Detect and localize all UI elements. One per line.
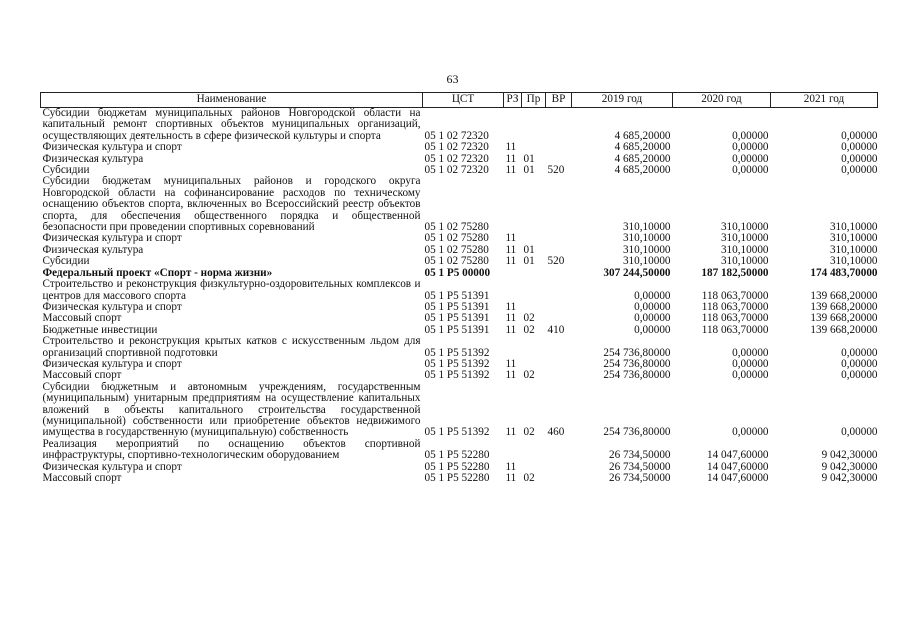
row-pr (522, 359, 546, 370)
row-name: Федеральный проект «Спорт - норма жизни» (42, 267, 273, 279)
row-2021: 9 042,30000 (821, 473, 878, 484)
row-name: Субсидии (42, 165, 90, 177)
row-2020: 310,10000 (720, 256, 769, 268)
row-vr (546, 176, 572, 233)
row-cst: 05 1 P5 52280 (424, 461, 490, 473)
row-cst: 05 1 P5 51391 (424, 301, 490, 313)
row-cst: 05 1 P5 51391 (424, 289, 490, 302)
row-rz: 11 (505, 142, 517, 154)
row-vr (546, 336, 572, 359)
row-name: Строительство и реконструкция физкультурно-оздоровительных комплексов и центров для массового спорта (42, 279, 421, 302)
header-name: Наименование (41, 93, 423, 108)
row-2021: 0,00000 (841, 165, 878, 177)
table-row (41, 473, 878, 484)
header-2021: 2021 год (771, 93, 878, 108)
row-pr (522, 108, 546, 143)
row-rz (504, 279, 522, 302)
row-rz: 11 (505, 313, 517, 325)
row-2020: 0,00000 (732, 129, 769, 142)
row-name: Массовый спорт (42, 473, 122, 484)
row-cst: 05 1 02 72320 (424, 153, 489, 165)
row-vr: 410 (547, 324, 565, 336)
table-header-row (41, 93, 878, 108)
table-row (41, 313, 878, 324)
row-pr (522, 439, 546, 462)
row-vr (546, 154, 572, 165)
row-cst: 05 1 P5 51392 (424, 358, 490, 370)
row-cst: 05 1 P5 51392 (424, 346, 490, 359)
row-vr (546, 302, 572, 313)
row-name: Физическая культура и спорт (42, 358, 182, 370)
row-vr (546, 233, 572, 244)
table-row (41, 439, 878, 462)
row-2020: 0,00000 (732, 426, 769, 439)
row-vr (546, 108, 572, 143)
row-2021: 0,00000 (841, 153, 878, 165)
row-2020: 118 063,70000 (701, 324, 769, 336)
row-2021: 139 668,20000 (810, 289, 878, 302)
row-pr (522, 176, 546, 233)
row-rz: 11 (505, 426, 517, 439)
table-row (41, 176, 878, 233)
header-2019: 2019 год (572, 93, 673, 108)
row-2019: 310,10000 (622, 233, 671, 245)
row-pr (522, 462, 546, 473)
row-2019: 254 736,80000 (603, 346, 671, 359)
row-vr (546, 142, 572, 153)
row-rz: 11 (505, 301, 517, 313)
row-cst: 05 1 02 75280 (424, 221, 489, 234)
row-2021: 174 483,70000 (810, 267, 878, 279)
row-cst: 05 1 02 75280 (424, 256, 489, 268)
row-2019: 26 734,50000 (608, 473, 671, 484)
table-row (41, 268, 878, 279)
row-2019: 0,00000 (634, 313, 671, 325)
row-cst: 05 1 P5 51392 (424, 370, 490, 382)
row-2021: 0,00000 (841, 129, 878, 142)
table-row (41, 359, 878, 370)
row-cst: 05 1 02 75280 (424, 233, 489, 245)
row-2020: 0,00000 (732, 358, 769, 370)
row-name: Реализация мероприятий по оснащению объектов спортивной инфраструктуры, спортивно-технологическим оборудованием (42, 438, 421, 462)
row-name: Субсидии бюджетам муниципальных районов и городского округа Новгородской области на софинансирование расходов по техническому оснащению объектов спорта, включенных во Всероссийский реестр объектов спорта, для обеспечения общественного порядка и общественной безопасности при проведении спортивных соревнований (42, 176, 421, 234)
row-rz (504, 439, 522, 462)
row-name: Физическая культура и спорт (42, 233, 182, 245)
row-2020: 118 063,70000 (701, 313, 769, 325)
row-cst: 05 1 02 72320 (424, 142, 489, 154)
row-cst: 05 1 02 72320 (424, 165, 489, 177)
row-2019: 254 736,80000 (603, 370, 671, 382)
budget-table (40, 92, 878, 484)
row-name: Субсидии бюджетам муниципальных районов Новгородской области на капитальный ремонт спортивных объектов муниципальных организаций, осуществляющих деятельность в сфере физической культуры и спорта (42, 107, 421, 142)
row-2021: 139 668,20000 (810, 313, 878, 325)
row-2020: 0,00000 (732, 142, 769, 154)
row-rz: 11 (505, 165, 517, 177)
row-2021: 0,00000 (841, 346, 878, 359)
row-2019: 4 685,20000 (614, 153, 671, 165)
row-pr: 02 (523, 473, 535, 484)
row-vr (546, 245, 572, 256)
row-name: Строительство и реконструкция крытых катков с искусственным льдом для организаций спортивной подготовки (42, 336, 421, 359)
row-pr (522, 233, 546, 244)
row-2020: 187 182,50000 (701, 267, 769, 279)
row-rz: 11 (505, 324, 517, 336)
row-pr: 01 (523, 244, 535, 256)
row-vr (546, 279, 572, 302)
table-row (41, 256, 878, 267)
row-2021: 310,10000 (829, 256, 878, 268)
row-2021: 9 042,30000 (821, 449, 878, 462)
row-2021: 0,00000 (841, 142, 878, 154)
row-vr (546, 473, 572, 484)
row-2019: 0,00000 (634, 289, 671, 302)
table-row (41, 382, 878, 439)
row-pr (522, 142, 546, 153)
row-rz (504, 268, 522, 279)
row-cst: 05 1 P5 51392 (424, 426, 490, 439)
row-vr: 520 (547, 165, 565, 177)
row-pr: 01 (523, 153, 535, 165)
row-2021: 9 042,30000 (821, 461, 878, 473)
row-name: Физическая культура (42, 153, 144, 165)
row-2021: 0,00000 (841, 426, 878, 439)
table-row (41, 462, 878, 473)
row-pr: 02 (523, 324, 535, 336)
row-pr: 01 (523, 165, 535, 177)
row-2021: 139 668,20000 (810, 324, 878, 336)
table-row (41, 245, 878, 256)
row-2021: 310,10000 (829, 221, 878, 234)
row-rz: 11 (505, 473, 517, 484)
row-vr (546, 359, 572, 370)
table-row (41, 233, 878, 244)
table-row (41, 370, 878, 381)
row-2020: 0,00000 (732, 165, 769, 177)
row-2020: 14 047,60000 (706, 449, 769, 462)
row-pr (522, 268, 546, 279)
row-2019: 26 734,50000 (608, 461, 671, 473)
row-name: Массовый спорт (42, 313, 122, 325)
row-name: Субсидии (42, 256, 90, 268)
row-rz (504, 108, 522, 143)
table-row (41, 142, 878, 153)
row-vr (546, 268, 572, 279)
row-2019: 4 685,20000 (614, 129, 671, 142)
row-2020: 118 063,70000 (701, 301, 769, 313)
row-cst: 05 1 P5 52280 (424, 449, 490, 462)
header-vr: ВР (546, 93, 572, 108)
table-row (41, 108, 878, 143)
row-rz: 11 (505, 358, 517, 370)
table-body (41, 108, 878, 485)
row-cst: 05 1 02 72320 (424, 129, 489, 142)
row-rz: 11 (505, 233, 517, 245)
row-2020: 310,10000 (720, 233, 769, 245)
row-2021: 310,10000 (829, 244, 878, 256)
row-2019: 310,10000 (622, 221, 671, 234)
row-vr: 520 (547, 256, 565, 268)
row-pr: 01 (523, 256, 535, 268)
row-vr: 460 (547, 426, 565, 439)
row-2020: 0,00000 (732, 153, 769, 165)
row-rz (504, 176, 522, 233)
row-2021: 139 668,20000 (810, 301, 878, 313)
row-pr: 02 (523, 370, 535, 382)
row-cst: 05 1 P5 51391 (424, 313, 490, 325)
row-pr (522, 279, 546, 302)
row-pr: 02 (523, 426, 535, 439)
table-row (41, 336, 878, 359)
row-name: Физическая культура и спорт (42, 301, 182, 313)
header-2020: 2020 год (673, 93, 771, 108)
row-2021: 310,10000 (829, 233, 878, 245)
row-2019: 4 685,20000 (614, 142, 671, 154)
row-name: Физическая культура (42, 244, 144, 256)
row-2019: 4 685,20000 (614, 165, 671, 177)
page-number: 63 (446, 72, 459, 86)
row-pr (522, 336, 546, 359)
row-vr (546, 313, 572, 324)
row-rz: 11 (505, 461, 517, 473)
row-2021: 0,00000 (841, 370, 878, 382)
row-2020: 14 047,60000 (706, 473, 769, 484)
row-name: Бюджетные инвестиции (42, 324, 158, 336)
row-name: Массовый спорт (42, 370, 122, 382)
row-2020: 14 047,60000 (706, 461, 769, 473)
row-vr (546, 370, 572, 381)
row-2020: 310,10000 (720, 244, 769, 256)
table-row (41, 154, 878, 165)
row-rz: 11 (505, 256, 517, 268)
row-rz: 11 (505, 370, 517, 382)
row-vr (546, 439, 572, 462)
row-name: Субсидии бюджетным и автономным учреждениям, государственным (муниципальным) унитарным предприятиям на осуществление капитальных вложений в объекты капитального строительства государственной (муниципальной) собственности или приобретение объектов недвижимого имущества в государственную (муниципальную) собственность (42, 381, 421, 439)
table-row (41, 165, 878, 176)
row-2021: 0,00000 (841, 358, 878, 370)
row-cst: 05 1 P5 51391 (424, 324, 490, 336)
row-vr (546, 462, 572, 473)
row-cst: 05 1 P5 00000 (424, 267, 491, 279)
row-2019: 310,10000 (622, 244, 671, 256)
header-rz: РЗ (504, 93, 522, 108)
row-name: Физическая культура и спорт (42, 461, 182, 473)
row-rz (504, 336, 522, 359)
header-cst: ЦСТ (423, 93, 504, 108)
row-2020: 0,00000 (732, 370, 769, 382)
table-row (41, 279, 878, 302)
table-row (41, 325, 878, 336)
row-2019: 0,00000 (634, 324, 671, 336)
row-pr (522, 302, 546, 313)
row-name: Физическая культура и спорт (42, 142, 182, 154)
header-pr: Пр (522, 93, 546, 108)
row-2020: 310,10000 (720, 221, 769, 234)
row-cst: 05 1 P5 52280 (424, 473, 490, 484)
table-row (41, 302, 878, 313)
row-2020: 118 063,70000 (701, 289, 769, 302)
row-2019: 310,10000 (622, 256, 671, 268)
row-rz: 11 (505, 244, 517, 256)
row-pr: 02 (523, 313, 535, 325)
row-2020: 0,00000 (732, 346, 769, 359)
row-rz: 11 (505, 153, 517, 165)
row-2019: 0,00000 (634, 301, 671, 313)
row-2019: 254 736,80000 (603, 358, 671, 370)
row-2019: 307 244,50000 (603, 267, 671, 279)
row-2019: 26 734,50000 (608, 449, 671, 462)
row-cst: 05 1 02 75280 (424, 244, 489, 256)
row-2019: 254 736,80000 (603, 426, 671, 439)
